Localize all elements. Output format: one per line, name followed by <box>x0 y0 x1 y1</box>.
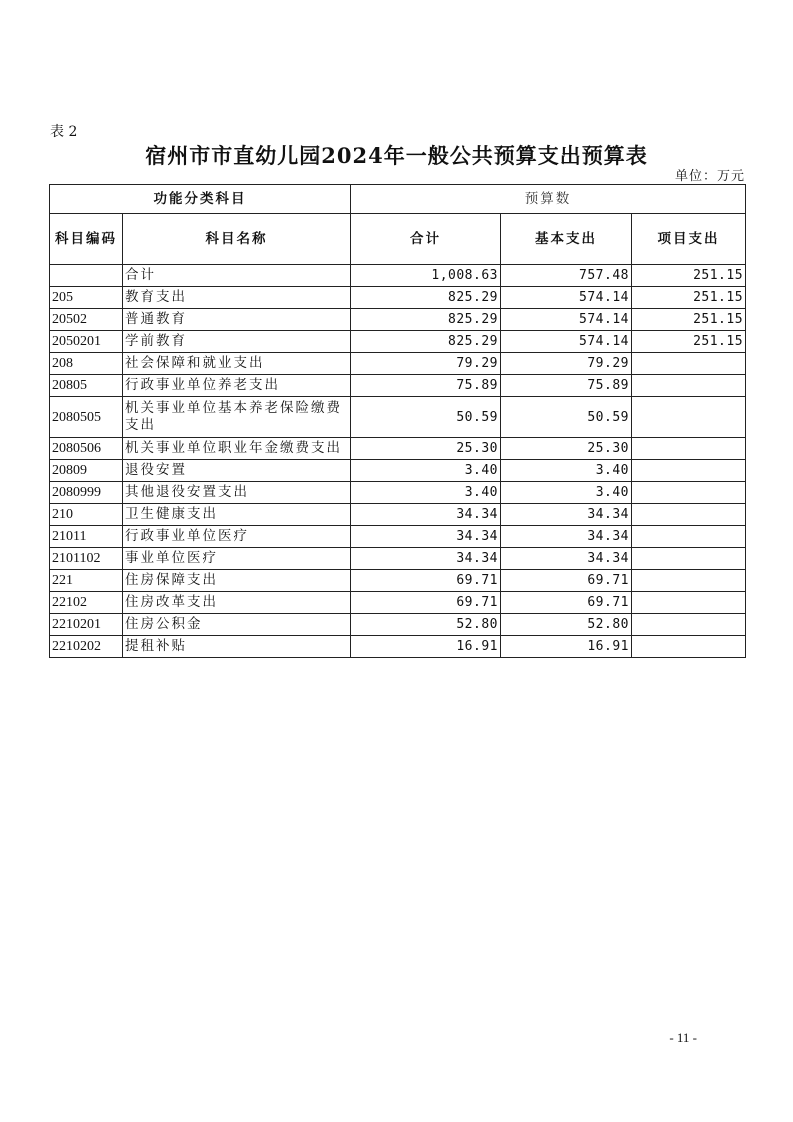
row-basic: 757.48 <box>501 265 632 287</box>
table-row <box>50 265 746 287</box>
header-row-top <box>50 185 746 214</box>
row-code: 22102 <box>50 592 123 614</box>
row-project <box>632 570 746 592</box>
row-name: 事业单位医疗 <box>123 548 351 570</box>
row-basic: 574.14 <box>501 331 632 353</box>
row-code: 20805 <box>50 375 123 397</box>
row-code: 208 <box>50 353 123 375</box>
table-row <box>50 504 746 526</box>
table-row <box>50 614 746 636</box>
table-row <box>50 331 746 353</box>
row-code: 21011 <box>50 526 123 548</box>
row-total: 3.40 <box>351 460 501 482</box>
row-name: 学前教育 <box>123 331 351 353</box>
row-project <box>632 592 746 614</box>
row-basic: 574.14 <box>501 287 632 309</box>
row-basic: 3.40 <box>501 460 632 482</box>
table-row <box>50 548 746 570</box>
row-code: 2080506 <box>50 438 123 460</box>
header-functional-class: 功能分类科目 <box>50 185 351 214</box>
table-row <box>50 309 746 331</box>
row-code <box>50 265 123 287</box>
row-name: 社会保障和就业支出 <box>123 353 351 375</box>
row-code: 221 <box>50 570 123 592</box>
row-total: 75.89 <box>351 375 501 397</box>
table-label: 表 2 <box>50 124 78 140</box>
row-project <box>632 353 746 375</box>
table-row <box>50 570 746 592</box>
header-basic: 基本支出 <box>501 214 632 265</box>
table-row <box>50 287 746 309</box>
table-row <box>50 397 746 438</box>
row-name: 合计 <box>123 265 351 287</box>
row-basic: 16.91 <box>501 636 632 658</box>
row-total: 25.30 <box>351 438 501 460</box>
table-row <box>50 526 746 548</box>
row-basic: 69.71 <box>501 570 632 592</box>
header-budget-amount: 预算数 <box>351 185 746 214</box>
row-basic: 34.34 <box>501 504 632 526</box>
row-project <box>632 438 746 460</box>
table-row <box>50 636 746 658</box>
row-basic: 25.30 <box>501 438 632 460</box>
table-row <box>50 353 746 375</box>
row-basic: 3.40 <box>501 482 632 504</box>
row-total: 34.34 <box>351 504 501 526</box>
row-basic: 69.71 <box>501 592 632 614</box>
header-project: 项目支出 <box>632 214 746 265</box>
page-number: - 11 - <box>669 1030 697 1045</box>
row-project <box>632 460 746 482</box>
row-project <box>632 548 746 570</box>
row-basic: 574.14 <box>501 309 632 331</box>
row-total: 16.91 <box>351 636 501 658</box>
row-project <box>632 504 746 526</box>
row-code: 205 <box>50 287 123 309</box>
row-name: 机关事业单位基本养老保险缴费支出 <box>123 397 351 438</box>
row-project: 251.15 <box>632 331 746 353</box>
row-name: 住房公积金 <box>123 614 351 636</box>
unit-label: 单位：万元 <box>674 169 745 184</box>
row-name: 其他退役安置支出 <box>123 482 351 504</box>
row-total: 69.71 <box>351 592 501 614</box>
row-basic: 34.34 <box>501 526 632 548</box>
row-code: 2050201 <box>50 331 123 353</box>
row-project: 251.15 <box>632 287 746 309</box>
row-name: 卫生健康支出 <box>123 504 351 526</box>
row-code: 20502 <box>50 309 123 331</box>
page-title: 宿州市市直幼儿园2024年一般公共预算支出预算表 <box>145 143 648 168</box>
row-total: 1,008.63 <box>351 265 501 287</box>
row-name: 普通教育 <box>123 309 351 331</box>
header-row-sub <box>50 214 746 265</box>
row-code: 2080999 <box>50 482 123 504</box>
row-project <box>632 614 746 636</box>
row-basic: 34.34 <box>501 548 632 570</box>
row-total: 825.29 <box>351 331 501 353</box>
row-name: 机关事业单位职业年金缴费支出 <box>123 438 351 460</box>
table-row <box>50 460 746 482</box>
row-code: 20809 <box>50 460 123 482</box>
row-project <box>632 375 746 397</box>
row-basic: 50.59 <box>501 397 632 438</box>
row-basic: 52.80 <box>501 614 632 636</box>
table-row <box>50 438 746 460</box>
row-code: 210 <box>50 504 123 526</box>
row-name: 行政事业单位医疗 <box>123 526 351 548</box>
row-total: 79.29 <box>351 353 501 375</box>
row-project: 251.15 <box>632 309 746 331</box>
row-name: 退役安置 <box>123 460 351 482</box>
table-row <box>50 375 746 397</box>
row-project <box>632 636 746 658</box>
row-total: 3.40 <box>351 482 501 504</box>
row-total: 825.29 <box>351 287 501 309</box>
row-code: 2210201 <box>50 614 123 636</box>
row-total: 50.59 <box>351 397 501 438</box>
row-basic: 75.89 <box>501 375 632 397</box>
header-total: 合计 <box>351 214 501 265</box>
row-name: 住房保障支出 <box>123 570 351 592</box>
table-row <box>50 592 746 614</box>
row-total: 34.34 <box>351 548 501 570</box>
row-basic: 79.29 <box>501 353 632 375</box>
row-project <box>632 397 746 438</box>
header-name: 科目名称 <box>123 214 351 265</box>
row-project <box>632 526 746 548</box>
table-row <box>50 482 746 504</box>
row-total: 825.29 <box>351 309 501 331</box>
row-name: 教育支出 <box>123 287 351 309</box>
row-total: 69.71 <box>351 570 501 592</box>
row-total: 34.34 <box>351 526 501 548</box>
row-total: 52.80 <box>351 614 501 636</box>
header-code: 科目编码 <box>50 214 123 265</box>
row-name: 行政事业单位养老支出 <box>123 375 351 397</box>
budget-table <box>49 184 746 658</box>
row-code: 2080505 <box>50 397 123 438</box>
row-name: 住房改革支出 <box>123 592 351 614</box>
row-code: 2210202 <box>50 636 123 658</box>
row-project <box>632 482 746 504</box>
row-code: 2101102 <box>50 548 123 570</box>
row-name: 提租补贴 <box>123 636 351 658</box>
row-project: 251.15 <box>632 265 746 287</box>
